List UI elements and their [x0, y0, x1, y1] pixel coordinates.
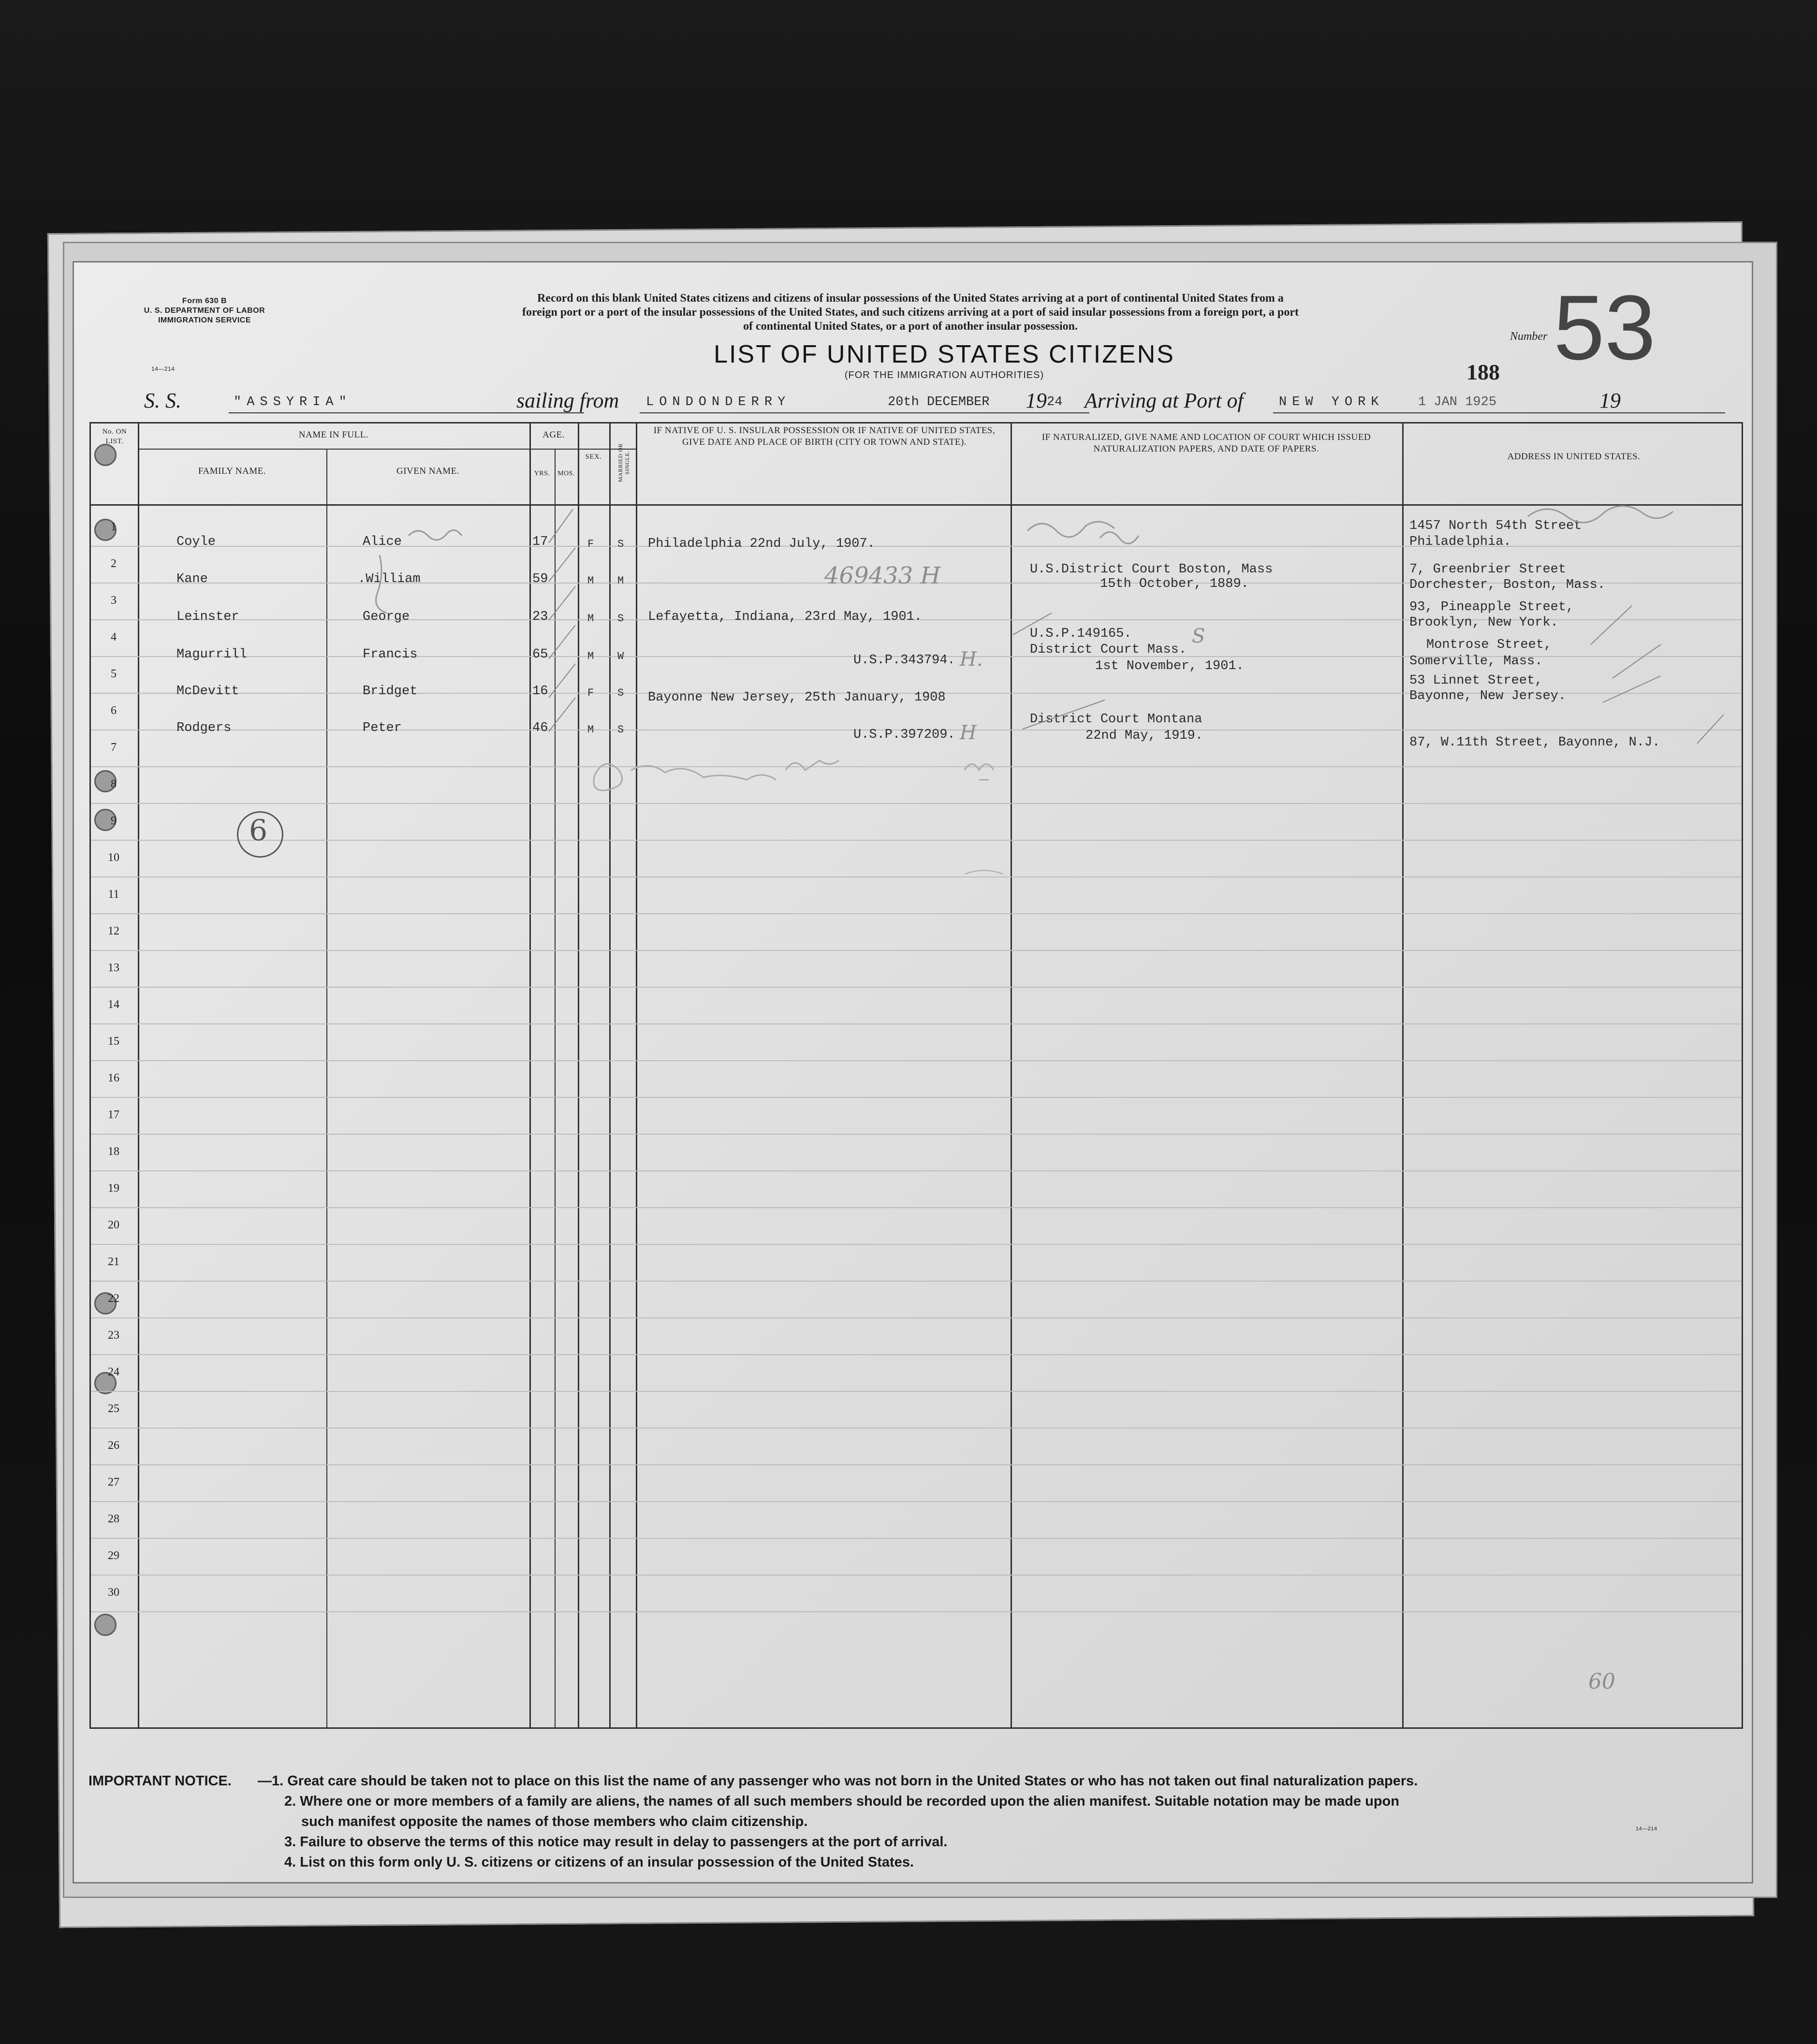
record-line: foreign port or a port of the insular possessions of the United States, and such citizens arriving at a port of said insular possessions from a foreign port, a port: [522, 306, 1299, 319]
naturalization-court: District Court Montana: [1030, 712, 1202, 727]
page-subtitle: (FOR THE IMMIGRATION AUTHORITIES): [844, 370, 1044, 380]
department-name: U. S. DEPARTMENT OF LABOR: [144, 307, 265, 315]
row-number: 30: [108, 1586, 119, 1599]
row-number: 10: [108, 851, 119, 864]
sex: M: [587, 650, 594, 662]
family-name: Coyle: [176, 535, 216, 549]
sex: F: [587, 538, 594, 550]
handwritten-number: 469433 H: [824, 562, 941, 589]
birth-passport: U.S.P.343794.: [853, 653, 955, 668]
row-number: 29: [108, 1549, 119, 1562]
birth-passport: U.S.P.397209.: [853, 728, 955, 742]
given-name: Alice: [363, 535, 402, 549]
sex: F: [587, 687, 594, 699]
address-line: 87, W.11th Street, Bayonne, N.J.: [1409, 735, 1660, 750]
marital-status: S: [617, 613, 624, 625]
address-line: 1457 North 54th Street: [1409, 519, 1582, 533]
row-number: 19: [108, 1182, 119, 1195]
row-number: 28: [108, 1513, 119, 1525]
marital-status: S: [617, 687, 624, 699]
manifest-sheet: [73, 261, 1753, 1883]
handwritten-mark: S: [1192, 625, 1205, 647]
address-line: 7, Greenbrier Street: [1409, 562, 1567, 577]
row-number: 2: [111, 557, 117, 570]
sex: M: [587, 575, 594, 587]
header-address: ADDRESS IN UNITED STATES.: [1507, 452, 1641, 462]
arriving-label: Arriving at Port of: [1084, 389, 1244, 412]
row-number: 13: [108, 962, 119, 974]
row-number: 12: [108, 925, 119, 937]
age-years: 17: [532, 535, 548, 549]
form-number: Form 630 B: [182, 297, 227, 305]
family-name: Kane: [176, 572, 208, 586]
header-naturalization: IF NATURALIZED, GIVE NAME AND LOCATION OF COURT WHICH ISSUED NATURALIZATION PAPERS, AND DATE OF PAPERS.: [1041, 432, 1371, 454]
marital-status: S: [617, 538, 624, 550]
handwritten-scribbles: [89, 422, 1743, 1727]
address-line: Montrose Street,: [1426, 638, 1552, 652]
age-years: 16: [532, 684, 548, 699]
header-sex: SEX.: [585, 453, 602, 461]
marital-status: M: [617, 575, 624, 587]
row-number: 8: [111, 778, 117, 790]
passenger-table: [89, 422, 1743, 1727]
marital-status: W: [617, 650, 624, 662]
row-number: 6: [111, 704, 117, 717]
given-name: Peter: [363, 721, 402, 735]
handwritten-page-count: 60: [1588, 1669, 1615, 1694]
handwritten-mark: H: [960, 722, 977, 744]
address-line: Dorchester, Boston, Mass.: [1409, 578, 1606, 592]
family-name: McDevitt: [176, 684, 239, 699]
form-id-block: [122, 296, 287, 325]
row-number: 17: [108, 1109, 119, 1121]
given-name: George: [363, 610, 410, 624]
row-number: 9: [111, 815, 117, 827]
marital-status: S: [617, 724, 624, 736]
given-name: Francis: [363, 647, 418, 662]
row-number: 5: [111, 668, 117, 680]
header-mos: MOS.: [557, 470, 575, 477]
departure-date: 20th DECEMBER: [888, 395, 990, 409]
ship-name: "ASSYRIA": [234, 395, 352, 409]
naturalization-date: 1st November, 1901.: [1095, 659, 1244, 673]
bottom-form-code: 14—214: [1636, 1826, 1657, 1832]
given-name: Bridget: [363, 684, 418, 699]
service-name: IMMIGRATION SERVICE: [158, 316, 251, 324]
age-years: 23: [532, 610, 548, 624]
notice-heading: IMPORTANT NOTICE.: [88, 1773, 232, 1789]
number-label: Number: [1510, 330, 1548, 343]
list-number: 53: [1553, 277, 1656, 379]
header-age: AGE.: [542, 430, 565, 440]
address-line: Philadelphia.: [1409, 535, 1511, 549]
naturalization-date: 15th October, 1889.: [1100, 577, 1249, 591]
birth-info: Bayonne New Jersey, 25th January, 1908: [648, 690, 946, 705]
departure-underline: [640, 412, 1089, 413]
header-yrs: YRS.: [534, 470, 550, 477]
page-title: LIST OF UNITED STATES CITIZENS: [714, 340, 1175, 368]
important-notice: [88, 1771, 1742, 1872]
departure-port: LONDONDERRY: [646, 395, 791, 409]
family-name: Rodgers: [176, 721, 232, 735]
naturalization-court: District Court Mass.: [1030, 642, 1187, 657]
header-married-single: MARRIED OR SINGLE.: [617, 443, 630, 482]
row-number: 18: [108, 1145, 119, 1158]
row-number: 25: [108, 1402, 119, 1415]
row-number: 7: [111, 741, 117, 754]
row-number: 21: [108, 1256, 119, 1268]
row-number: 24: [108, 1366, 119, 1378]
row-number: 4: [111, 631, 117, 643]
naturalization-date: 22nd May, 1919.: [1085, 729, 1203, 743]
row-number: 27: [108, 1476, 119, 1489]
arrival-underline: [1273, 412, 1725, 413]
address-line: Somerville, Mass.: [1409, 654, 1543, 669]
record-line: of continental United States, or a port of another insular possession.: [743, 320, 1078, 333]
sex: M: [587, 613, 594, 625]
sailing-from-label: sailing from: [516, 389, 619, 412]
age-years: 59: [532, 572, 548, 586]
header-name-in-full: NAME IN FULL.: [298, 430, 369, 440]
row-number: 22: [108, 1292, 119, 1305]
header-place-of-birth: IF NATIVE OF U. S. INSULAR POSSESSION OR IF NATIVE OF UNITED STATES, GIVE DATE AND PLACE OF BIRTH (CITY OR TOWN AND STATE).: [653, 425, 996, 447]
row-number: 1: [111, 521, 117, 533]
row-number: 3: [111, 594, 117, 607]
address-line: Bayonne, New Jersey.: [1409, 689, 1567, 703]
record-line: Record on this blank United States citizens and citizens of insular possessions of the United States arriving at a port of continental United States from a: [537, 292, 1284, 305]
row-number: 15: [108, 1035, 119, 1048]
family-name: Magurrill: [176, 647, 247, 662]
row-number: 20: [108, 1219, 119, 1231]
handwritten-mark: H.: [960, 648, 983, 671]
header-family-name: FAMILY NAME.: [198, 466, 266, 476]
birth-info: Philadelphia 22nd July, 1907.: [648, 537, 875, 551]
address-line: 53 Linnet Street,: [1409, 673, 1543, 688]
ss-label: S. S.: [144, 389, 181, 412]
row-number: 16: [108, 1072, 119, 1084]
naturalization-court: U.S.District Court Boston, Mass: [1030, 562, 1273, 577]
voyage-line: [74, 383, 1752, 422]
address-line: Brooklyn, New York.: [1409, 615, 1558, 630]
header-given-name: GIVEN NAME.: [396, 466, 460, 476]
birth-info: Lefayetta, Indiana, 23rd May, 1901.: [648, 610, 923, 624]
stamp-188: 188: [1466, 360, 1500, 384]
row-number: 26: [108, 1439, 119, 1452]
sex: M: [587, 724, 594, 736]
address-line: 93, Pineapple Street,: [1409, 600, 1574, 614]
row-number: 23: [108, 1329, 119, 1342]
family-name: Leinster: [176, 610, 239, 624]
row-number: 11: [108, 888, 119, 901]
table-bottom-rule: [89, 1727, 1743, 1729]
year-suffix: 24: [1047, 395, 1063, 409]
notice-item-2-continued: such manifest opposite the names of those members who claim citizenship.: [301, 1814, 808, 1829]
given-name: .William: [358, 572, 421, 586]
header-no-on-list: No. ON LIST.: [102, 428, 127, 445]
row-number: 14: [108, 998, 119, 1011]
notice-item-1: —1. Great care should be taken not to place on this list the name of any passenger who was not born in the United States or who has not taken out final naturalization papers.: [258, 1773, 1418, 1789]
handwritten-circled-count: 6: [249, 814, 268, 847]
naturalization-passport: U.S.P.149165.: [1030, 627, 1132, 641]
arrival-date-stamp: 1 JAN 1925: [1418, 395, 1497, 409]
record-instructions: [282, 292, 1539, 334]
arrival-port: NEW YORK: [1279, 395, 1384, 409]
year-prefix: 19: [1026, 389, 1047, 412]
age-years: 65: [532, 647, 548, 662]
form-code: 14—214: [151, 365, 175, 372]
age-years: 46: [532, 721, 548, 735]
trailing-year: 19: [1599, 389, 1621, 412]
notice-item-2: 2. Where one or more members of a family are aliens, the names of all such members should be recorded upon the alien manifest. Suitable notation may be made upon: [284, 1794, 1400, 1809]
notice-item-4: 4. List on this form only U. S. citizens or citizens of an insular possession of the United States.: [284, 1854, 914, 1870]
notice-item-3: 3. Failure to observe the terms of this notice may result in delay to passengers at the port of arrival.: [284, 1834, 948, 1850]
